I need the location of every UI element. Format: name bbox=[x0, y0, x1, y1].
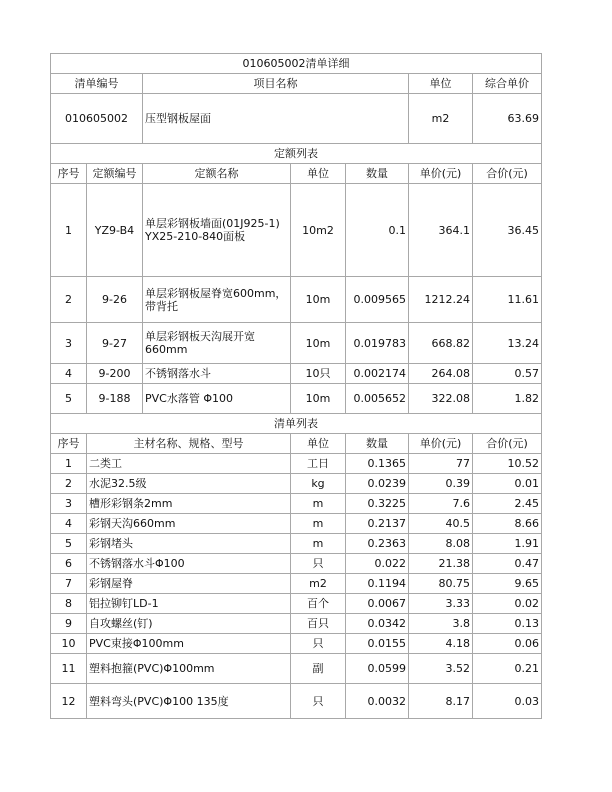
quota-total: 0.57 bbox=[473, 364, 542, 384]
quota-total: 11.61 bbox=[473, 277, 542, 323]
list-header-no: 序号 bbox=[51, 434, 87, 454]
quota-row bbox=[51, 323, 542, 364]
list-price: 8.17 bbox=[409, 684, 473, 719]
quota-no: 2 bbox=[51, 277, 87, 323]
quota-header-name: 定额名称 bbox=[143, 164, 291, 184]
quota-price: 322.08 bbox=[409, 384, 473, 414]
list-price: 3.33 bbox=[409, 594, 473, 614]
list-unit: 只 bbox=[291, 684, 346, 719]
header-price: 综合单价 bbox=[473, 74, 542, 94]
list-row bbox=[51, 494, 542, 514]
bill-detail-table bbox=[50, 53, 542, 719]
quota-header-qty: 数量 bbox=[346, 164, 409, 184]
quota-price: 364.1 bbox=[409, 184, 473, 277]
list-row bbox=[51, 474, 542, 494]
list-price: 21.38 bbox=[409, 554, 473, 574]
header-code: 清单编号 bbox=[51, 74, 143, 94]
quota-qty: 0.009565 bbox=[346, 277, 409, 323]
table-title: 010605002清单详细 bbox=[51, 54, 542, 74]
list-section-title: 清单列表 bbox=[51, 414, 542, 434]
list-no: 10 bbox=[51, 634, 87, 654]
list-row bbox=[51, 684, 542, 719]
quota-qty: 0.002174 bbox=[346, 364, 409, 384]
quota-code: 9-27 bbox=[87, 323, 143, 364]
list-name: 槽形彩钢条2mm bbox=[87, 494, 291, 514]
list-no: 5 bbox=[51, 534, 87, 554]
list-row bbox=[51, 594, 542, 614]
list-qty: 0.0155 bbox=[346, 634, 409, 654]
list-header-name: 主材名称、规格、型号 bbox=[87, 434, 291, 454]
list-qty: 0.0342 bbox=[346, 614, 409, 634]
header-name: 项目名称 bbox=[143, 74, 409, 94]
list-price: 0.39 bbox=[409, 474, 473, 494]
quota-unit: 10m2 bbox=[291, 184, 346, 277]
list-total: 8.66 bbox=[473, 514, 542, 534]
quota-header-price: 单价(元) bbox=[409, 164, 473, 184]
list-total: 0.21 bbox=[473, 654, 542, 684]
list-header-unit: 单位 bbox=[291, 434, 346, 454]
quota-qty: 0.005652 bbox=[346, 384, 409, 414]
quota-unit: 10m bbox=[291, 384, 346, 414]
quota-qty: 0.019783 bbox=[346, 323, 409, 364]
quota-no: 1 bbox=[51, 184, 87, 277]
item-unit: m2 bbox=[409, 94, 473, 144]
quota-row bbox=[51, 277, 542, 323]
quota-unit: 10只 bbox=[291, 364, 346, 384]
quota-code: 9-188 bbox=[87, 384, 143, 414]
list-no: 1 bbox=[51, 454, 87, 474]
item-name: 压型钢板屋面 bbox=[143, 94, 409, 144]
list-no: 8 bbox=[51, 594, 87, 614]
list-qty: 0.1365 bbox=[346, 454, 409, 474]
list-qty: 0.0599 bbox=[346, 654, 409, 684]
quota-header-total: 合价(元) bbox=[473, 164, 542, 184]
list-row bbox=[51, 514, 542, 534]
list-total: 0.02 bbox=[473, 594, 542, 614]
list-unit: 百只 bbox=[291, 614, 346, 634]
list-no: 7 bbox=[51, 574, 87, 594]
list-no: 2 bbox=[51, 474, 87, 494]
list-qty: 0.022 bbox=[346, 554, 409, 574]
quota-name: PVC水落管 Φ100 bbox=[143, 384, 291, 414]
list-qty: 0.3225 bbox=[346, 494, 409, 514]
item-price: 63.69 bbox=[473, 94, 542, 144]
list-total: 0.06 bbox=[473, 634, 542, 654]
list-unit: m bbox=[291, 494, 346, 514]
list-name: 塑料弯头(PVC)Φ100 135度 bbox=[87, 684, 291, 719]
quota-price: 264.08 bbox=[409, 364, 473, 384]
list-qty: 0.1194 bbox=[346, 574, 409, 594]
list-row bbox=[51, 654, 542, 684]
quota-price: 668.82 bbox=[409, 323, 473, 364]
quota-name: 不锈钢落水斗 bbox=[143, 364, 291, 384]
quota-header-unit: 单位 bbox=[291, 164, 346, 184]
list-name: 不锈钢落水斗Φ100 bbox=[87, 554, 291, 574]
list-unit: kg bbox=[291, 474, 346, 494]
list-no: 6 bbox=[51, 554, 87, 574]
quota-header-row bbox=[51, 164, 542, 184]
list-price: 7.6 bbox=[409, 494, 473, 514]
list-row bbox=[51, 554, 542, 574]
list-no: 9 bbox=[51, 614, 87, 634]
list-unit: 副 bbox=[291, 654, 346, 684]
list-name: 二类工 bbox=[87, 454, 291, 474]
quota-section-title: 定额列表 bbox=[51, 144, 542, 164]
quota-row bbox=[51, 384, 542, 414]
list-no: 12 bbox=[51, 684, 87, 719]
quota-code: YZ9-B4 bbox=[87, 184, 143, 277]
list-no: 4 bbox=[51, 514, 87, 534]
list-header-price: 单价(元) bbox=[409, 434, 473, 454]
header-unit: 单位 bbox=[409, 74, 473, 94]
list-total: 1.91 bbox=[473, 534, 542, 554]
list-name: 自攻螺丝(钉) bbox=[87, 614, 291, 634]
quota-no: 3 bbox=[51, 323, 87, 364]
list-row bbox=[51, 574, 542, 594]
list-total: 0.03 bbox=[473, 684, 542, 719]
list-total: 10.52 bbox=[473, 454, 542, 474]
quota-row bbox=[51, 184, 542, 277]
quota-no: 5 bbox=[51, 384, 87, 414]
list-name: 彩钢堵头 bbox=[87, 534, 291, 554]
quota-qty: 0.1 bbox=[346, 184, 409, 277]
quota-total: 36.45 bbox=[473, 184, 542, 277]
quota-name: 单层彩钢板天沟展开宽660mm bbox=[143, 323, 291, 364]
list-price: 40.5 bbox=[409, 514, 473, 534]
list-qty: 0.0032 bbox=[346, 684, 409, 719]
quota-no: 4 bbox=[51, 364, 87, 384]
list-total: 2.45 bbox=[473, 494, 542, 514]
quota-unit: 10m bbox=[291, 323, 346, 364]
list-no: 11 bbox=[51, 654, 87, 684]
list-unit: 工日 bbox=[291, 454, 346, 474]
quota-header-no: 序号 bbox=[51, 164, 87, 184]
list-name: 彩钢屋脊 bbox=[87, 574, 291, 594]
list-qty: 0.0239 bbox=[346, 474, 409, 494]
list-unit: m bbox=[291, 534, 346, 554]
list-price: 3.52 bbox=[409, 654, 473, 684]
list-row bbox=[51, 634, 542, 654]
list-total: 0.13 bbox=[473, 614, 542, 634]
quota-header-code: 定额编号 bbox=[87, 164, 143, 184]
list-header-row bbox=[51, 434, 542, 454]
list-row bbox=[51, 534, 542, 554]
quota-code: 9-26 bbox=[87, 277, 143, 323]
list-price: 80.75 bbox=[409, 574, 473, 594]
list-total: 0.47 bbox=[473, 554, 542, 574]
list-unit: 百个 bbox=[291, 594, 346, 614]
quota-row bbox=[51, 364, 542, 384]
list-price: 77 bbox=[409, 454, 473, 474]
list-price: 8.08 bbox=[409, 534, 473, 554]
quota-code: 9-200 bbox=[87, 364, 143, 384]
list-qty: 0.2363 bbox=[346, 534, 409, 554]
list-row bbox=[51, 454, 542, 474]
list-price: 3.8 bbox=[409, 614, 473, 634]
quota-unit: 10m bbox=[291, 277, 346, 323]
list-row bbox=[51, 614, 542, 634]
list-name: 彩钢天沟660mm bbox=[87, 514, 291, 534]
list-price: 4.18 bbox=[409, 634, 473, 654]
quota-name: 单层彩钢板墙面(01J925-1) YX25-210-840面板 bbox=[143, 184, 291, 277]
list-unit: 只 bbox=[291, 634, 346, 654]
list-qty: 0.2137 bbox=[346, 514, 409, 534]
list-header-total: 合价(元) bbox=[473, 434, 542, 454]
list-no: 3 bbox=[51, 494, 87, 514]
quota-name: 单层彩钢板屋脊宽600mm，带背托 bbox=[143, 277, 291, 323]
item-code: 010605002 bbox=[51, 94, 143, 144]
list-name: 水泥32.5级 bbox=[87, 474, 291, 494]
quota-total: 1.82 bbox=[473, 384, 542, 414]
list-unit: 只 bbox=[291, 554, 346, 574]
list-name: 塑料抱箍(PVC)Φ100mm bbox=[87, 654, 291, 684]
list-qty: 0.0067 bbox=[346, 594, 409, 614]
list-total: 9.65 bbox=[473, 574, 542, 594]
list-name: PVC束接Φ100mm bbox=[87, 634, 291, 654]
list-title-row bbox=[51, 414, 542, 434]
list-unit: m2 bbox=[291, 574, 346, 594]
quota-total: 13.24 bbox=[473, 323, 542, 364]
list-unit: m bbox=[291, 514, 346, 534]
list-total: 0.01 bbox=[473, 474, 542, 494]
list-name: 铝拉铆钉LD-1 bbox=[87, 594, 291, 614]
quota-price: 1212.24 bbox=[409, 277, 473, 323]
list-header-qty: 数量 bbox=[346, 434, 409, 454]
